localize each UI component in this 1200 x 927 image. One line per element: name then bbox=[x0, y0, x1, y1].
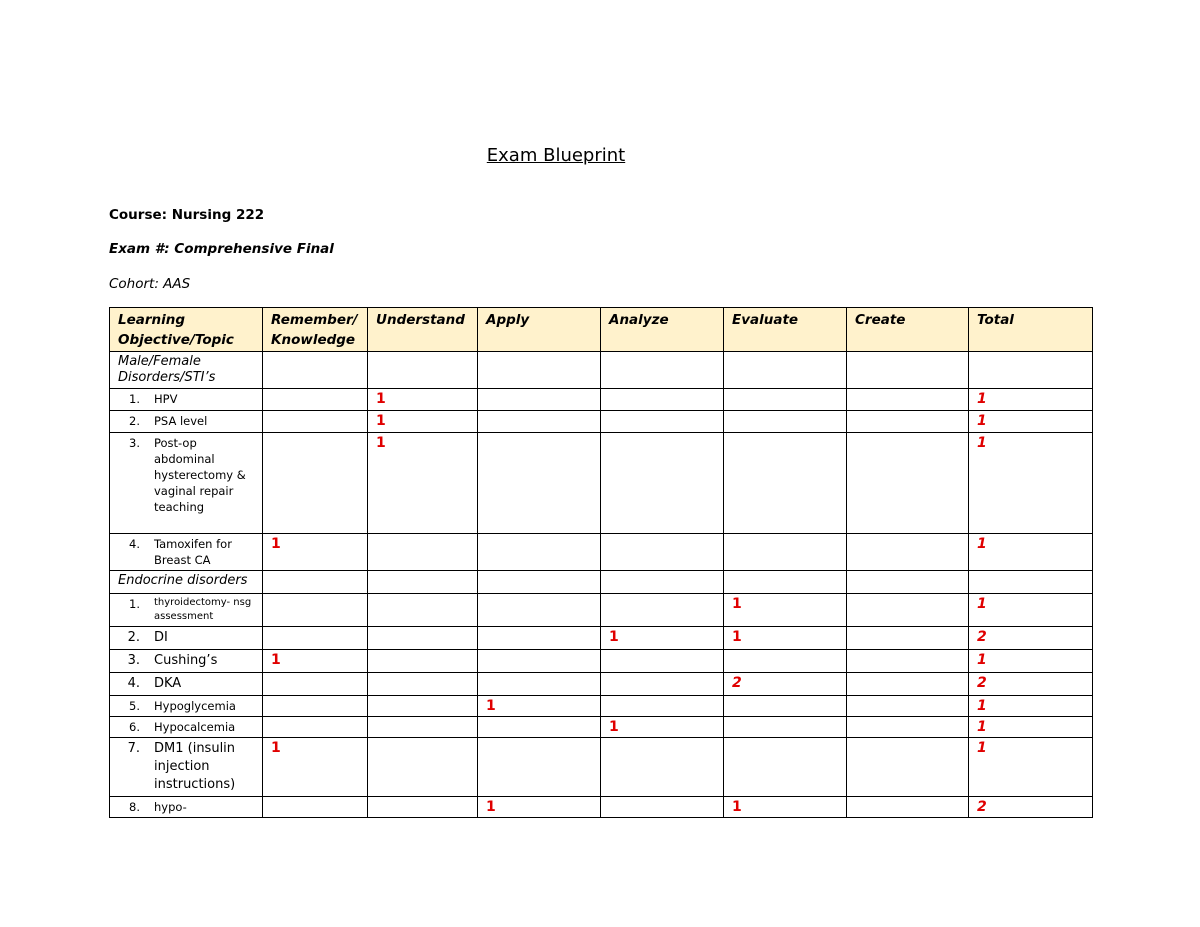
value-cell bbox=[263, 650, 368, 673]
value-cell bbox=[724, 352, 847, 389]
column-header: Total bbox=[969, 308, 1093, 352]
value-cell bbox=[478, 411, 601, 433]
item-number: 1. bbox=[129, 597, 140, 611]
value-cell bbox=[847, 650, 969, 673]
value-cell bbox=[724, 534, 847, 571]
table-row bbox=[110, 534, 1093, 571]
value-cell bbox=[601, 738, 724, 797]
section-label: Endocrine disorders bbox=[110, 571, 263, 594]
count-value: 2 bbox=[732, 675, 742, 691]
topic-cell bbox=[110, 673, 263, 696]
value-cell bbox=[478, 797, 601, 818]
value-cell bbox=[969, 534, 1093, 571]
value-cell bbox=[478, 627, 601, 650]
value-cell bbox=[724, 627, 847, 650]
column-header: Apply bbox=[478, 308, 601, 352]
item-label: thyroidectomy- nsg assessment bbox=[154, 597, 252, 622]
item-label: Post-op abdominal hysterectomy & vaginal repair teaching bbox=[154, 436, 246, 514]
value-cell bbox=[478, 650, 601, 673]
table-row bbox=[110, 696, 1093, 717]
item-label: Tamoxifen for Breast CA bbox=[154, 537, 232, 567]
item-number: 6. bbox=[129, 720, 140, 734]
item-label: HPV bbox=[154, 392, 178, 406]
value-cell bbox=[969, 352, 1093, 389]
list-item bbox=[118, 596, 254, 624]
section-row bbox=[110, 352, 1093, 389]
value-cell bbox=[601, 571, 724, 594]
value-cell bbox=[368, 433, 478, 534]
list-item bbox=[118, 536, 254, 568]
value-cell bbox=[263, 352, 368, 389]
value-cell bbox=[847, 738, 969, 797]
value-cell bbox=[724, 571, 847, 594]
value-cell bbox=[724, 433, 847, 534]
item-number: 4. bbox=[127, 676, 140, 691]
topic-cell bbox=[110, 389, 263, 411]
value-cell bbox=[478, 738, 601, 797]
value-cell bbox=[368, 738, 478, 797]
count-value: 1 bbox=[732, 799, 742, 815]
table-row bbox=[110, 389, 1093, 411]
count-value: 1 bbox=[977, 435, 987, 451]
topic-cell bbox=[110, 411, 263, 433]
list-item bbox=[118, 719, 254, 735]
topic-cell bbox=[110, 738, 263, 797]
item-number: 2. bbox=[127, 630, 140, 645]
value-cell bbox=[263, 696, 368, 717]
value-cell bbox=[478, 673, 601, 696]
blueprint-table bbox=[109, 307, 1093, 818]
value-cell bbox=[847, 534, 969, 571]
list-item bbox=[118, 391, 254, 407]
count-value: 1 bbox=[977, 596, 987, 612]
value-cell bbox=[368, 594, 478, 627]
item-label: DKA bbox=[154, 676, 182, 691]
item-number: 3. bbox=[129, 436, 140, 450]
list-item bbox=[118, 413, 254, 429]
value-cell bbox=[368, 627, 478, 650]
count-value: 1 bbox=[977, 719, 987, 735]
value-cell bbox=[478, 352, 601, 389]
document-title: Exam Blueprint bbox=[486, 145, 626, 166]
item-label: Cushing’s bbox=[154, 653, 218, 668]
topic-cell bbox=[110, 594, 263, 627]
list-item bbox=[118, 675, 254, 693]
value-cell bbox=[969, 650, 1093, 673]
value-cell bbox=[478, 717, 601, 738]
value-cell bbox=[847, 627, 969, 650]
value-cell bbox=[724, 673, 847, 696]
count-value: 1 bbox=[977, 698, 987, 714]
value-cell bbox=[263, 797, 368, 818]
value-cell bbox=[601, 627, 724, 650]
column-header: Learning Objective/Topic bbox=[110, 308, 263, 352]
table-row bbox=[110, 594, 1093, 627]
value-cell bbox=[847, 352, 969, 389]
value-cell bbox=[368, 352, 478, 389]
value-cell bbox=[969, 696, 1093, 717]
item-number: 5. bbox=[129, 699, 140, 713]
item-label: Hypoglycemia bbox=[154, 699, 236, 713]
count-value: 1 bbox=[376, 413, 386, 429]
count-value: 1 bbox=[271, 740, 281, 756]
list-item bbox=[118, 629, 254, 647]
count-value: 2 bbox=[977, 675, 987, 691]
list-item bbox=[118, 740, 254, 794]
value-cell bbox=[847, 594, 969, 627]
value-cell bbox=[368, 411, 478, 433]
value-cell bbox=[478, 433, 601, 534]
topic-cell bbox=[110, 797, 263, 818]
section-label: Male/Female Disorders/STI’s bbox=[110, 352, 263, 389]
value-cell bbox=[601, 389, 724, 411]
value-cell bbox=[724, 389, 847, 411]
value-cell bbox=[478, 389, 601, 411]
column-header: Create bbox=[847, 308, 969, 352]
value-cell bbox=[368, 571, 478, 594]
value-cell bbox=[724, 696, 847, 717]
value-cell bbox=[724, 594, 847, 627]
value-cell bbox=[368, 389, 478, 411]
value-cell bbox=[969, 594, 1093, 627]
value-cell bbox=[847, 696, 969, 717]
value-cell bbox=[478, 594, 601, 627]
value-cell bbox=[969, 433, 1093, 534]
value-cell bbox=[263, 411, 368, 433]
topic-cell bbox=[110, 696, 263, 717]
value-cell bbox=[478, 696, 601, 717]
topic-cell bbox=[110, 627, 263, 650]
value-cell bbox=[847, 411, 969, 433]
table-row bbox=[110, 717, 1093, 738]
list-item bbox=[118, 698, 254, 714]
topic-cell bbox=[110, 717, 263, 738]
count-value: 2 bbox=[977, 799, 987, 815]
count-value: 1 bbox=[977, 536, 987, 552]
value-cell bbox=[478, 534, 601, 571]
value-cell bbox=[601, 717, 724, 738]
value-cell bbox=[601, 433, 724, 534]
value-cell bbox=[478, 571, 601, 594]
value-cell bbox=[601, 594, 724, 627]
table-row bbox=[110, 797, 1093, 818]
value-cell bbox=[368, 673, 478, 696]
column-header: Evaluate bbox=[724, 308, 847, 352]
topic-cell bbox=[110, 534, 263, 571]
count-value: 1 bbox=[732, 596, 742, 612]
count-value: 1 bbox=[376, 435, 386, 451]
table-row bbox=[110, 650, 1093, 673]
value-cell bbox=[263, 571, 368, 594]
value-cell bbox=[601, 696, 724, 717]
table-row bbox=[110, 738, 1093, 797]
list-item bbox=[118, 652, 254, 670]
value-cell bbox=[847, 717, 969, 738]
count-value: 1 bbox=[486, 799, 496, 815]
list-item bbox=[118, 435, 254, 515]
count-value: 1 bbox=[609, 719, 619, 735]
item-number: 1. bbox=[129, 392, 140, 406]
table-body bbox=[110, 352, 1093, 818]
value-cell bbox=[724, 738, 847, 797]
count-value: 1 bbox=[486, 698, 496, 714]
column-header: Understand bbox=[368, 308, 478, 352]
header-row bbox=[110, 308, 1093, 352]
count-value: 1 bbox=[977, 652, 987, 668]
count-value: 1 bbox=[977, 413, 987, 429]
value-cell bbox=[601, 650, 724, 673]
table-row bbox=[110, 673, 1093, 696]
table-row bbox=[110, 411, 1093, 433]
item-number: 8. bbox=[129, 800, 140, 814]
value-cell bbox=[263, 627, 368, 650]
value-cell bbox=[263, 433, 368, 534]
value-cell bbox=[601, 411, 724, 433]
count-value: 1 bbox=[977, 740, 987, 756]
item-label: DM1 (insulin injection instructions) bbox=[154, 741, 236, 792]
course-line: Course: Nursing 222 bbox=[109, 207, 265, 223]
table-row bbox=[110, 433, 1093, 534]
value-cell bbox=[724, 797, 847, 818]
item-number: 3. bbox=[127, 653, 140, 668]
value-cell bbox=[368, 717, 478, 738]
count-value: 1 bbox=[609, 629, 619, 645]
count-value: 2 bbox=[977, 629, 987, 645]
value-cell bbox=[263, 717, 368, 738]
count-value: 1 bbox=[271, 536, 281, 552]
section-row bbox=[110, 571, 1093, 594]
value-cell bbox=[969, 627, 1093, 650]
item-label: DI bbox=[154, 630, 168, 645]
value-cell bbox=[263, 389, 368, 411]
cohort-line: Cohort: AAS bbox=[109, 276, 191, 292]
item-number: 7. bbox=[127, 741, 140, 756]
value-cell bbox=[263, 534, 368, 571]
value-cell bbox=[601, 352, 724, 389]
value-cell bbox=[368, 534, 478, 571]
value-cell bbox=[263, 738, 368, 797]
value-cell bbox=[969, 797, 1093, 818]
column-header: Analyze bbox=[601, 308, 724, 352]
item-number: 4. bbox=[129, 537, 140, 551]
topic-cell bbox=[110, 433, 263, 534]
count-value: 1 bbox=[376, 391, 386, 407]
value-cell bbox=[724, 717, 847, 738]
value-cell bbox=[847, 571, 969, 594]
value-cell bbox=[601, 534, 724, 571]
value-cell bbox=[263, 594, 368, 627]
value-cell bbox=[969, 411, 1093, 433]
value-cell bbox=[847, 389, 969, 411]
item-label: PSA level bbox=[154, 414, 208, 428]
item-label: Hypocalcemia bbox=[154, 720, 236, 734]
count-value: 1 bbox=[271, 652, 281, 668]
value-cell bbox=[724, 650, 847, 673]
item-label: hypo- bbox=[154, 800, 187, 814]
value-cell bbox=[847, 797, 969, 818]
value-cell bbox=[847, 433, 969, 534]
value-cell bbox=[368, 797, 478, 818]
value-cell bbox=[601, 797, 724, 818]
count-value: 1 bbox=[732, 629, 742, 645]
value-cell bbox=[724, 411, 847, 433]
list-item bbox=[118, 799, 254, 815]
value-cell bbox=[969, 389, 1093, 411]
column-header: Remember/ Knowledge bbox=[263, 308, 368, 352]
value-cell bbox=[368, 696, 478, 717]
value-cell bbox=[847, 673, 969, 696]
value-cell bbox=[969, 673, 1093, 696]
value-cell bbox=[368, 650, 478, 673]
item-number: 2. bbox=[129, 414, 140, 428]
value-cell bbox=[969, 738, 1093, 797]
value-cell bbox=[263, 673, 368, 696]
exam-line: Exam #: Comprehensive Final bbox=[109, 241, 334, 257]
value-cell bbox=[969, 571, 1093, 594]
topic-cell bbox=[110, 650, 263, 673]
table-row bbox=[110, 627, 1093, 650]
value-cell bbox=[601, 673, 724, 696]
count-value: 1 bbox=[977, 391, 987, 407]
value-cell bbox=[969, 717, 1093, 738]
